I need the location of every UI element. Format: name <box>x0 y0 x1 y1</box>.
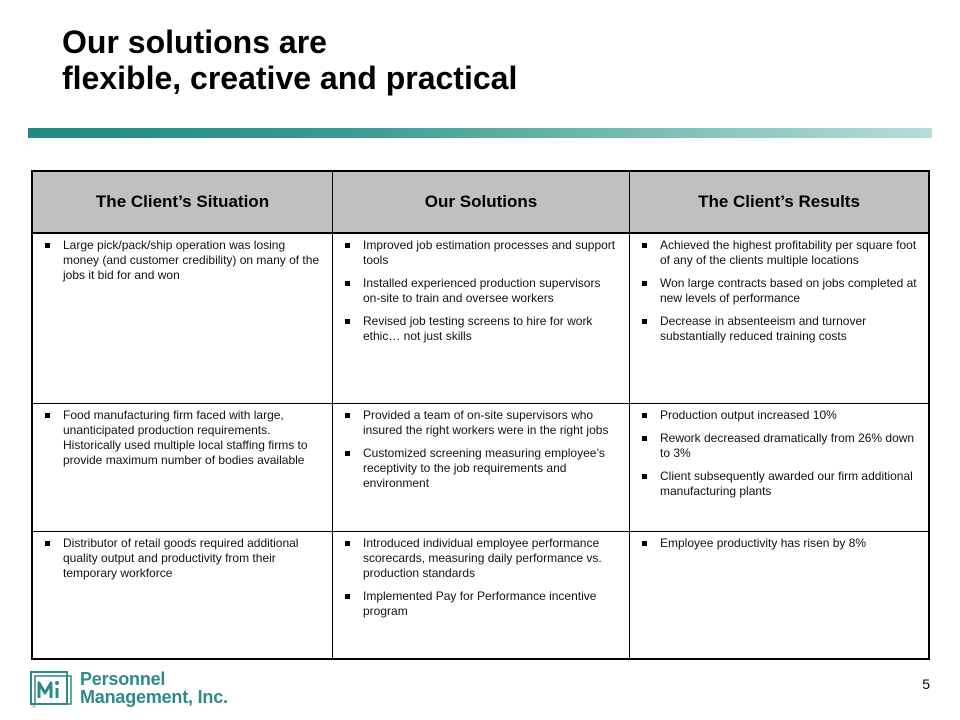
list-item: Achieved the highest profitability per square foot of any of the clients multiple locations <box>642 238 918 268</box>
situation-cell <box>33 532 333 658</box>
logo-line-1: Personnel <box>80 669 166 689</box>
solutions-cell <box>333 234 630 403</box>
page-number: 5 <box>922 676 930 692</box>
list-item: Customized screening measuring employee’s receptivity to the job requirements and environment <box>345 446 619 491</box>
slide-title-line-2: flexible, creative and practical <box>62 60 518 96</box>
table-row <box>33 532 928 658</box>
logo-wordmark <box>80 670 228 706</box>
svg-text:®: ® <box>32 704 36 709</box>
situation-cell <box>33 404 333 531</box>
situation-cell <box>33 234 333 403</box>
list-item: Employee productivity has risen by 8% <box>642 536 918 551</box>
list-item: Installed experienced production supervisors on-site to train and oversee workers <box>345 276 619 306</box>
solutions-cell <box>333 404 630 531</box>
results-cell <box>630 234 928 403</box>
list-item: Client subsequently awarded our firm additional manufacturing plants <box>642 469 918 499</box>
list-item: Won large contracts based on jobs completed at new levels of performance <box>642 276 918 306</box>
list-item: Provided a team of on-site supervisors who insured the right workers were in the right jobs <box>345 408 619 438</box>
list-item: Improved job estimation processes and support tools <box>345 238 619 268</box>
header-client-results: The Client’s Results <box>698 192 860 211</box>
header-our-solutions: Our Solutions <box>333 172 630 232</box>
logo-mark-icon <box>30 671 74 709</box>
slide-title-line-1: Our solutions are <box>62 24 327 60</box>
list-item: Distributor of retail goods required additional quality output and productivity from their temporary workforce <box>45 536 322 581</box>
list-item: Production output increased 10% <box>642 408 918 423</box>
slide-title <box>62 24 517 96</box>
table-row <box>33 404 928 532</box>
logo-line-2: Management, Inc. <box>80 687 228 707</box>
list-item: Decrease in absenteeism and turnover substantially reduced training costs <box>642 314 918 344</box>
list-item: Large pick/pack/ship operation was losing money (and customer credibility) on many of the jobs it bid for and won <box>45 238 322 283</box>
table-header-row <box>33 172 928 234</box>
header-client-situation: The Client’s Situation <box>33 172 333 232</box>
company-logo <box>30 668 228 708</box>
list-item: Implemented Pay for Performance incentive program <box>345 589 619 619</box>
case-study-table <box>31 170 930 660</box>
table-row <box>33 234 928 404</box>
list-item: Rework decreased dramatically from 26% down to 3% <box>642 431 918 461</box>
results-cell <box>630 532 928 658</box>
title-divider <box>28 128 932 138</box>
list-item: Food manufacturing firm faced with large, unanticipated production requirements. Historically used multiple local staffing firms to provide maximum number of bodies available <box>45 408 322 468</box>
results-cell <box>630 404 928 531</box>
list-item: Revised job testing screens to hire for work ethic… not just skills <box>345 314 619 344</box>
list-item: Introduced individual employee performance scorecards, measuring daily performance vs. production standards <box>345 536 619 581</box>
solutions-cell <box>333 532 630 658</box>
